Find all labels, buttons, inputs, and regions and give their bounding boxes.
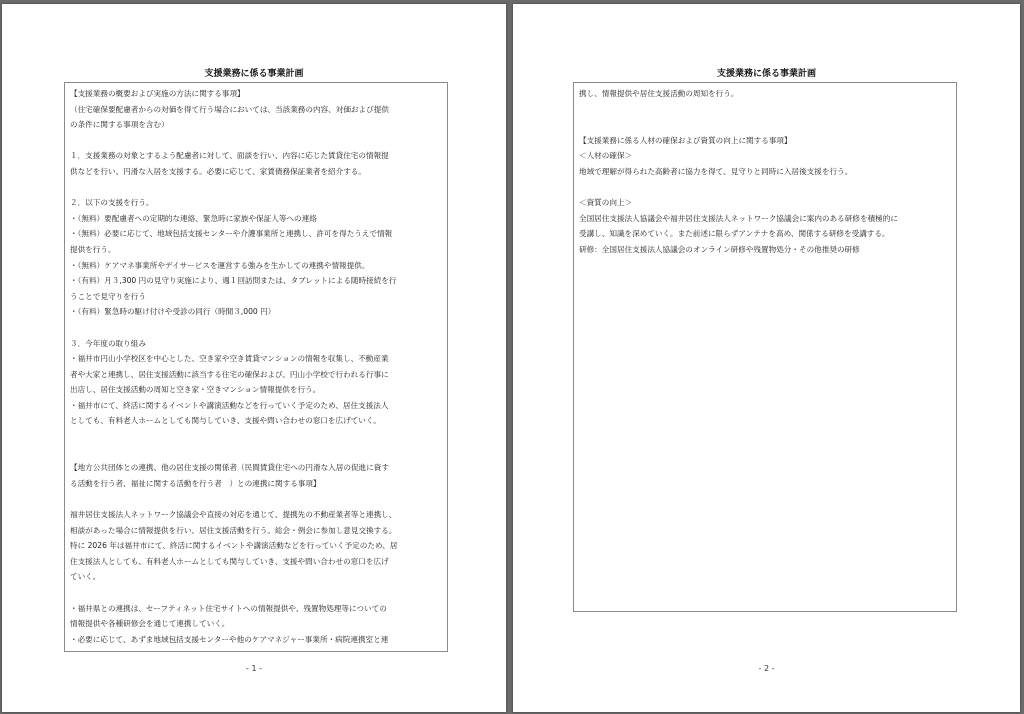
- text-line: １．支援業務の対象とするよう配慮者に対して、面談を行い、内容に応じた賃貸住宅の情報提: [70, 151, 389, 161]
- text-line: 提供を行う。: [70, 244, 116, 254]
- blank-line: [70, 320, 442, 336]
- page-number: - 1 -: [246, 664, 262, 673]
- text-line: 住支援法人としても、有料老人ホームとしても関与していき、支援や問い合わせの窓口を広げ: [70, 556, 389, 566]
- text-line: 【地方公共団体との連携、他の居住支援の関係者（民間賃貸住宅への円滑な入居の促進に資す: [70, 463, 389, 473]
- blank-line: [70, 445, 442, 461]
- text-line: 情報提供や各種研修会を通じて連携していく。: [70, 619, 230, 629]
- text-line: （住宅確保要配慮者からの対価を得て行う場合においては、当該業務の内容、対価および提供: [70, 104, 389, 114]
- text-line: ・（無料）ケアマネ事業所やデイサービスを運営する強みを生かしての連携や情報提供。: [70, 260, 370, 270]
- text-line: としても、有料老人ホームとしても関与していき、支援や問い合わせの窓口を広げていく。: [70, 416, 381, 426]
- blank-line: [70, 180, 442, 196]
- content-frame: [573, 82, 957, 612]
- document-page-2: [513, 4, 1020, 712]
- text-line: の条件に関する事項を含む）: [70, 120, 169, 130]
- text-line: 携し、情報提供や居住支援活動の周知を行う。: [579, 89, 739, 98]
- blank-line: [579, 180, 951, 196]
- text-line: ・（無料）要配慮者への定期的な連絡、緊急時に家族や保証人等への連絡: [70, 213, 317, 223]
- text-line: ていく。: [70, 572, 101, 582]
- text-line: ・（有料）月３,300 円の見守り実施により、週１回訪問または、タブレットによる随時接続を行: [70, 276, 397, 286]
- text-line: 者や大家と連携し、居住支援活動に該当する住宅の確保および、円山小学校で行われる行事に: [70, 369, 389, 379]
- text-line: ・福井市にて、終活に関するイベントや講演活動などを行っていく予定のため、居住支援法人: [70, 400, 389, 410]
- document-page-1: [2, 4, 506, 712]
- text-line: 特に 2026 年は福井市にて、終活に関するイベントや講演活動などを行っていく予定のため、居: [70, 541, 398, 551]
- text-line: 相談があった場合に情報提供を行い、居住支援活動を行う。総会・例会に参加し意見交換する。: [70, 525, 397, 535]
- text-line: ・必要に応じて、あずま地域包括支援センターや他のケアマネジャー事業所・病院連携室と連: [70, 634, 389, 644]
- text-line: 供などを行い、円滑な入居を支援する。必要に応じて、家賃債務保証業者を紹介する。: [70, 166, 366, 176]
- text-line: ・福井県との連携は、セーフティネット住宅サイトへの情報提供や、残置物処理等についての: [70, 603, 387, 613]
- page-number: - 2 -: [758, 664, 775, 673]
- text-line: ・（無料）必要に応じて、地域包括支援センターや介護事業所と連携し、許可を得たうえで情報: [70, 229, 393, 239]
- text-line: 出店し、居住支援活動の周知と空き家・空きマンション情報提供を行う。: [70, 385, 321, 395]
- blank-line: [70, 585, 442, 601]
- text-line: 福井居住支援法人ネットワーク協議会や直接の対応を通じて、提携先の不動産業者等と連携し、: [70, 510, 397, 520]
- text-line: ・（有料）緊急時の駆け付けや受診の同行（時間３,000 円）: [70, 307, 276, 317]
- text-line: る活動を行う者、福祉に関する活動を行う者 ）との連携に関する事項】: [70, 478, 321, 488]
- text-line: 【支援業務の概要および実施の方法に関する事項】: [70, 89, 245, 98]
- text-line: 受講し、知識を深めていく。また前述に限らずアンテナを高め、関係する研修を受講する。: [579, 229, 890, 239]
- blank-line: [579, 102, 951, 118]
- blank-line: [579, 117, 951, 133]
- content-frame: [64, 82, 448, 652]
- page-title: 支援業務に係る事業計画: [716, 69, 816, 79]
- text-line: うことで見守りを行う: [70, 291, 146, 301]
- text-line: ＜人材の確保＞: [579, 151, 633, 161]
- text-line: ３．今年度の取り組み: [70, 338, 146, 348]
- text-line: 地域で理解が得られた高齢者に協力を得て、見守りと同時に入居後支援を行う。: [579, 166, 853, 176]
- text-line: ・福井市円山小学校区を中心とした、空き家や空き賃貸マンションの情報を収集し、不動産業: [70, 354, 389, 364]
- page-title: 支援業務に係る事業計画: [204, 69, 304, 79]
- blank-line: [70, 491, 442, 507]
- text-line: ２．以下の支援を行う。: [70, 198, 154, 208]
- blank-line: [70, 133, 442, 149]
- text-line: 全国居住支援法人協議会や福井居住支援法人ネットワーク協議会に案内のある研修を積極的に: [579, 213, 898, 223]
- text-line: 【支援業務に係る人材の確保および資質の向上に関する事項】: [579, 135, 792, 145]
- blank-line: [70, 429, 442, 445]
- text-line: ＜資質の向上＞: [579, 198, 633, 208]
- text-line: 研修：全国居住支援法人協議会のオンライン研修や残置物処分・その他推奨の研修: [579, 244, 860, 254]
